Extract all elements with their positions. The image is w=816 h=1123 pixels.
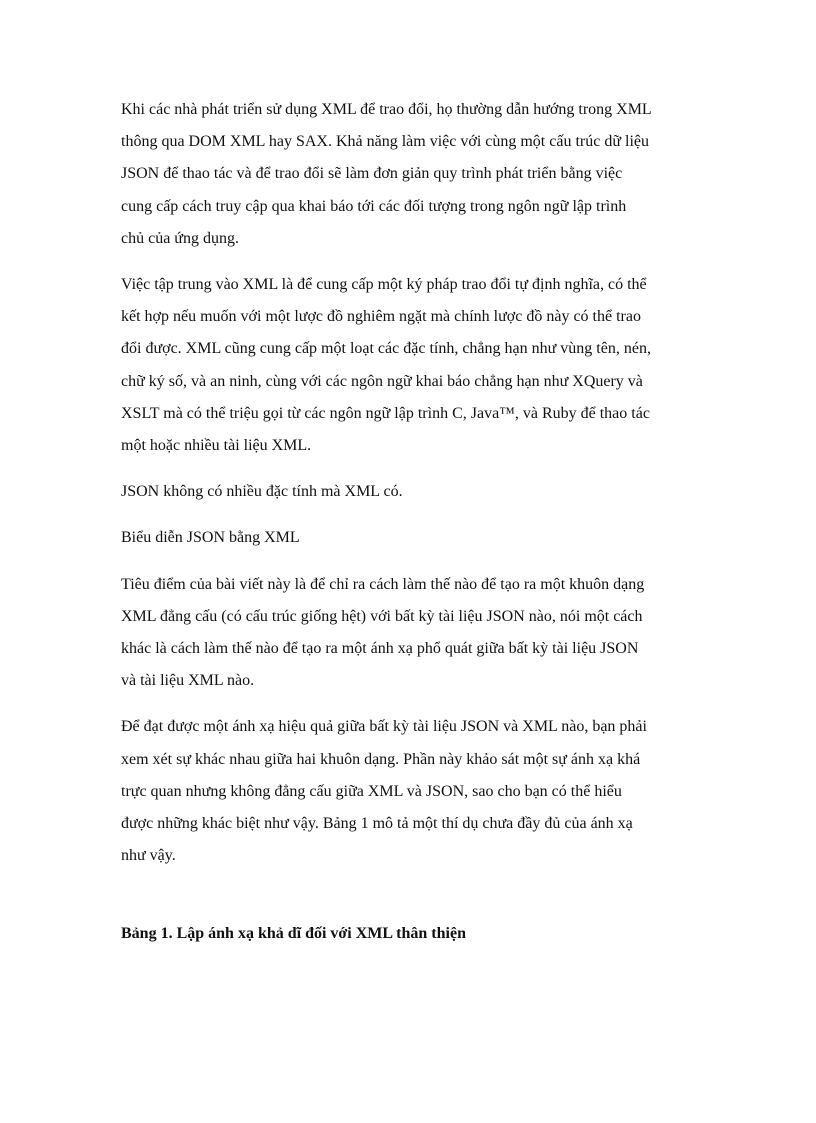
table-caption: Bảng 1. Lập ánh xạ khả dĩ đối với XML thân thiện [121,925,466,943]
section-title-json-in-xml: Biểu diễn JSON bằng XML [121,529,300,547]
paragraph-json-features: JSON không có nhiều đặc tính mà XML có. [121,483,403,501]
document-body [121,94,706,965]
paragraph-xml-focus: Việc tập trung vào XML là để cung cấp một ký pháp trao đổi tự định nghĩa, có thể kết hợp nếu muốn với một lược đồ nghiêm ngặt mà chính lược đồ này có thể trao đổi được. XML cũng cung cấp một loạt các đặc tính, chẳng hạn như vùng tên, nén, chữ ký số, và an ninh, cùng với các ngôn ngữ khai báo chẳng hạn như XQuery và XSLT mà có thể triệu gọi từ các ngôn ngữ lập trình C, Java™, và Ruby để thao tác một hoặc nhiều tài liệu XML. [121,276,651,455]
paragraph-article-focus: Tiêu điểm của bài viết này là để chỉ ra cách làm thế nào để tạo ra một khuôn dạng XML đẳng cấu (có cấu trúc giống hệt) với bất kỳ tài liệu JSON nào, nói một cách khác là cách làm thế nào để tạo ra một ánh xạ phổ quát giữa bất kỳ tài liệu JSON và tài liệu XML nào. [121,575,645,690]
paragraph-mapping: Để đạt được một ánh xạ hiệu quả giữa bất kỳ tài liệu JSON và XML nào, bạn phải xem xét sự khác nhau giữa hai khuôn dạng. Phần này khảo sát một sự ánh xạ khá trực quan nhưng không đẳng cấu giữa XML và JSON, sao cho bạn có thể hiểu được những khác biệt như vậy. Bảng 1 mô tả một thí dụ chưa đầy đủ của ánh xạ như vậy. [121,718,647,865]
paragraph-json-exchange: Khi các nhà phát triển sử dụng XML để trao đổi, họ thường dẫn hướng trong XML thông qua DOM XML hay SAX. Khả năng làm việc với cùng một cấu trúc dữ liệu JSON để thao tác và để trao đổi sẽ làm đơn giản quy trình phát triển bằng việc cung cấp cách truy cập qua khai báo tới các đối tượng trong ngôn ngữ lập trình chủ của ứng dụng. [121,101,652,247]
